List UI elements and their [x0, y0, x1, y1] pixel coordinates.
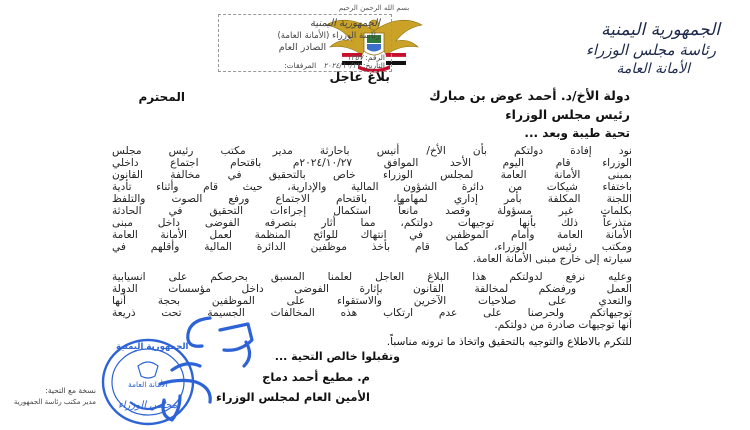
ref-label: الرقم — [367, 53, 385, 62]
closing-request: للتكرم بالاطلاع والتوجيه بالتحقيق واتخاذ ما ترونه مناسباً. — [386, 336, 632, 348]
p2-line: توجيهاتكم ولحرصنا على عدم ارتكاب هذه المخالفات الجسيمة تحت ذريعة — [112, 307, 632, 319]
p1-line: سيارته إلى خارج مبنى الأمانة العامة. — [472, 253, 632, 265]
date-value: ٢٠٢٤/١٠/٢٧ — [323, 61, 361, 70]
box-line2: رئاسة الوزراء (الأمانة العامة) — [277, 31, 380, 41]
p1-line: ومكتب رئيس الوزراء، كما قام بأخذ موظفين الدائرة المالية وأقلهم في — [112, 241, 632, 253]
reference-box — [218, 14, 392, 72]
date-label: التاريخ — [365, 61, 385, 70]
subject: بلاغ عاجل — [329, 69, 390, 84]
honorific: المحترم — [138, 90, 185, 104]
p1-line: الوزراء قام اليوم الأحد الموافق ٢٠٢٤/١٠/٢٧م باقتحام اجتماع داخلي — [112, 157, 632, 169]
signatory-name: م. مطيع أحمد دماج — [262, 370, 370, 384]
attach-label: المرفقات — [286, 61, 317, 70]
p1-line: نود إفادة دولتكم بأن الأخ/ أنيس باحارثة مدير مكتب رئيس مجلس — [112, 145, 632, 157]
signatory-title: الأمين العام لمجلس الوزراء — [216, 390, 370, 404]
header-right-line3: الأمانة العامة — [616, 61, 690, 77]
ref-value: ١٣٥٧ — [346, 53, 363, 62]
box-date-row: التاريخ: ٢٠٢٤/١٠/٢٧ المرفقات: — [284, 61, 385, 70]
p2-line: وعليه نرفع لدولتكم هذا البلاغ العاجل لعلمنا المسبق بحرصكم على انسيابية — [112, 271, 632, 283]
box-ref-row: الرقم: ١٣٥٧ — [346, 53, 385, 62]
p1-line: باختفاء شيكات من دائرة الشؤون المالية والإدارية، حيث قام وأثناء تأدية — [112, 181, 632, 193]
copy-recipient: مدير مكتب رئاسة الجمهورية — [13, 398, 96, 406]
p2-line: والتعدي على صلاحيات الآخرين والاستقواء على الموظفين بحجة أنها — [112, 295, 632, 307]
p1-line: بكلمات غير مسؤولة وقصد مانعاً استكمال إجراءات التحقيق في الحادثة — [112, 205, 632, 217]
copy-label: نسخة مع التحية: — [45, 386, 96, 395]
p2-line: أنها توجيهات صادرة من دولتكم. — [494, 319, 632, 331]
header-right-line2: رئاسة مجلس الوزراء — [585, 41, 716, 59]
closing-salutation: وتقبلوا خالص التحية ... — [274, 350, 400, 363]
p1-line: بمبنى الأمانة العامة لمجلس الوزراء خاص بالتحقيق في مخالفة القانون — [112, 169, 632, 181]
greeting: تحية طيبة وبعد ... — [524, 126, 630, 140]
p1-line: الأمانة العامة وأمام الموظفين في انتهاك للوائح المنظمة لعمل الأمانة العامة — [112, 229, 632, 241]
stamp-middle-text: الأمانة العامة — [128, 380, 168, 389]
p2-line: العمل ورفضكم لمخالفة القانون بإثارة الفوضى داخل مؤسسات الدولة — [112, 283, 632, 295]
emblem-basmala: بسم الله الرحمن الرحيم — [338, 4, 410, 12]
addressee: دولة الأخ/د. أحمد عوض بن مبارك — [429, 88, 630, 103]
recipient-title: رئيس مجلس الوزراء — [505, 107, 630, 122]
stamp-outer-text: الجمهورية اليمنية — [116, 342, 189, 352]
p1-line: متذرعاً ذلك بأنها توجيهات دولتكم، مما أثار بتصرفه الفوضى داخل مبنى — [112, 217, 632, 229]
box-line3: الصادر العام — [278, 42, 327, 53]
p1-line: اللجنة المكلفة بأمر إداري لمهامها، باقتحام الاجتماع ورفع الصوت والتلفظ — [112, 193, 632, 205]
stamp-inner-text: مجلس الوزراء — [118, 400, 178, 411]
header-right-line1: الجمهورية اليمنية — [600, 20, 720, 40]
box-line1: الجمهورية اليمنية — [309, 18, 380, 29]
